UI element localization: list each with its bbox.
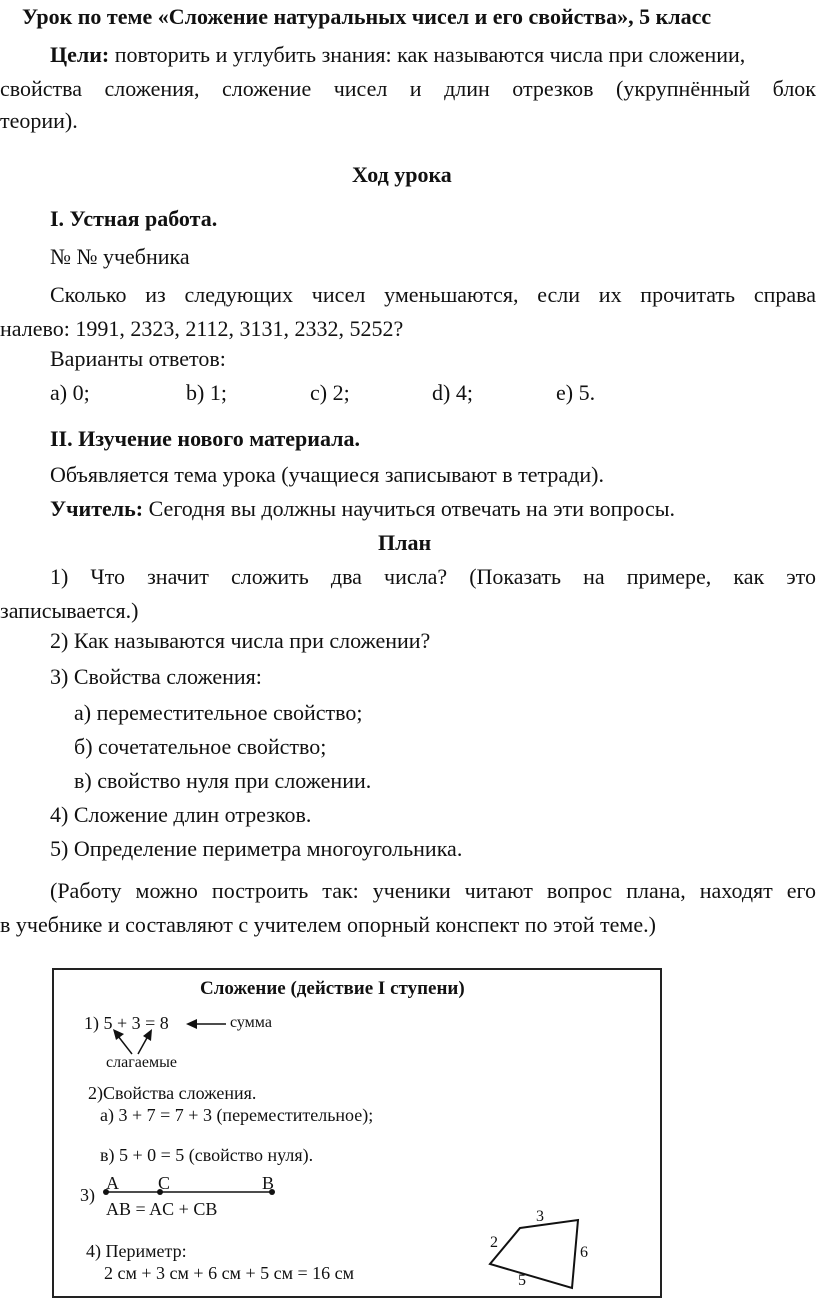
point-b-label: B	[262, 1173, 275, 1193]
segment-equation: AB = AC + CB	[106, 1199, 218, 1219]
goals-line-1	[50, 40, 745, 70]
side-bottom-label: 5	[518, 1272, 526, 1289]
quadrilateral	[490, 1220, 578, 1288]
answer-c: c) 2;	[310, 380, 350, 405]
plan-3c: в) свойство нуля при сложении.	[74, 768, 372, 793]
sum-label: сумма	[230, 1014, 272, 1031]
section-2-heading: II. Изучение нового материала.	[50, 426, 360, 451]
section-2-intro: Объявляется тема урока (учащиеся записывают в тетради).	[50, 462, 604, 487]
summary-title: Сложение (действие I ступени)	[200, 978, 465, 999]
teacher-line	[50, 494, 675, 524]
summary-item-4: 4) Периметр:	[86, 1241, 187, 1261]
summary-item-1: 1) 5 + 3 = 8	[84, 1013, 169, 1033]
plan-5: 5) Определение периметра многоугольника.	[50, 836, 463, 861]
plan-4: 4) Сложение длин отрезков.	[50, 802, 312, 827]
point-c-label: C	[158, 1173, 171, 1193]
plan-3: 3) Свойства сложения:	[50, 664, 262, 689]
side-left-label: 2	[490, 1234, 498, 1251]
goals-text-1: повторить и углубить знания: как называются числа при сложении,	[114, 42, 746, 67]
textbook-ref: № № учебника	[50, 244, 190, 269]
side-right-label: 6	[580, 1244, 588, 1261]
point-a-label: A	[106, 1173, 119, 1193]
question-line-2: налево: 1991, 2323, 2112, 3131, 2332, 5252?	[0, 316, 404, 341]
note-line-2: в учебнике и составляют с учителем опорный конспект по этой теме.)	[0, 912, 656, 937]
plan-3b: б) сочетательное свойство;	[74, 734, 327, 759]
teacher-text: Сегодня вы должны научиться отвечать на эти вопросы.	[148, 496, 676, 521]
question-line-1: Сколько из следующих чисел уменьшаются, если их прочитать справа	[50, 282, 816, 307]
answer-e: e) 5.	[556, 380, 596, 405]
addends-label: слагаемые	[106, 1054, 177, 1071]
teacher-label: Учитель:	[50, 496, 144, 521]
answer-a: а) 0;	[50, 380, 90, 405]
plan-2: 2) Как называются числа при сложении?	[50, 628, 431, 653]
document-title: Урок по теме «Сложение натуральных чисел и его свойства», 5 класс	[22, 4, 712, 29]
perimeter-equation: 2 см + 3 см + 6 см + 5 см = 16 см	[104, 1263, 355, 1283]
answers-label: Варианты ответов:	[50, 346, 226, 371]
sum-arrow-head	[186, 1019, 197, 1029]
note-line-1: (Работу можно построить так: ученики читают вопрос плана, находят его	[50, 878, 816, 903]
section-1-heading: I. Устная работа.	[50, 206, 218, 231]
plan-1-line-1: 1) Что значит сложить два числа? (Показать на примере, как это	[50, 564, 816, 589]
answer-d: d) 4;	[432, 380, 473, 405]
summary-item-2b: в) 5 + 0 = 5 (свойство нуля).	[100, 1145, 314, 1165]
answer-b: b) 1;	[186, 380, 227, 405]
goals-line-2: свойства сложения, сложение чисел и длин отрезков (укрупнённый блок	[0, 76, 816, 101]
summary-item-3: 3)	[80, 1185, 95, 1205]
summary-box	[52, 968, 662, 1298]
plan-3a: а) переместительное свойство;	[74, 700, 363, 725]
summary-item-2a: а) 3 + 7 = 7 + 3 (переместительное);	[100, 1105, 374, 1125]
plan-1-line-2: записывается.)	[0, 598, 139, 623]
goals-label: Цели:	[50, 42, 110, 67]
goals-line-3: теории).	[0, 108, 78, 133]
side-top-label: 3	[536, 1208, 544, 1225]
lesson-heading: Ход урока	[352, 162, 452, 187]
plan-heading: План	[378, 530, 432, 555]
summary-item-2: 2)Свойства сложения.	[88, 1083, 257, 1103]
